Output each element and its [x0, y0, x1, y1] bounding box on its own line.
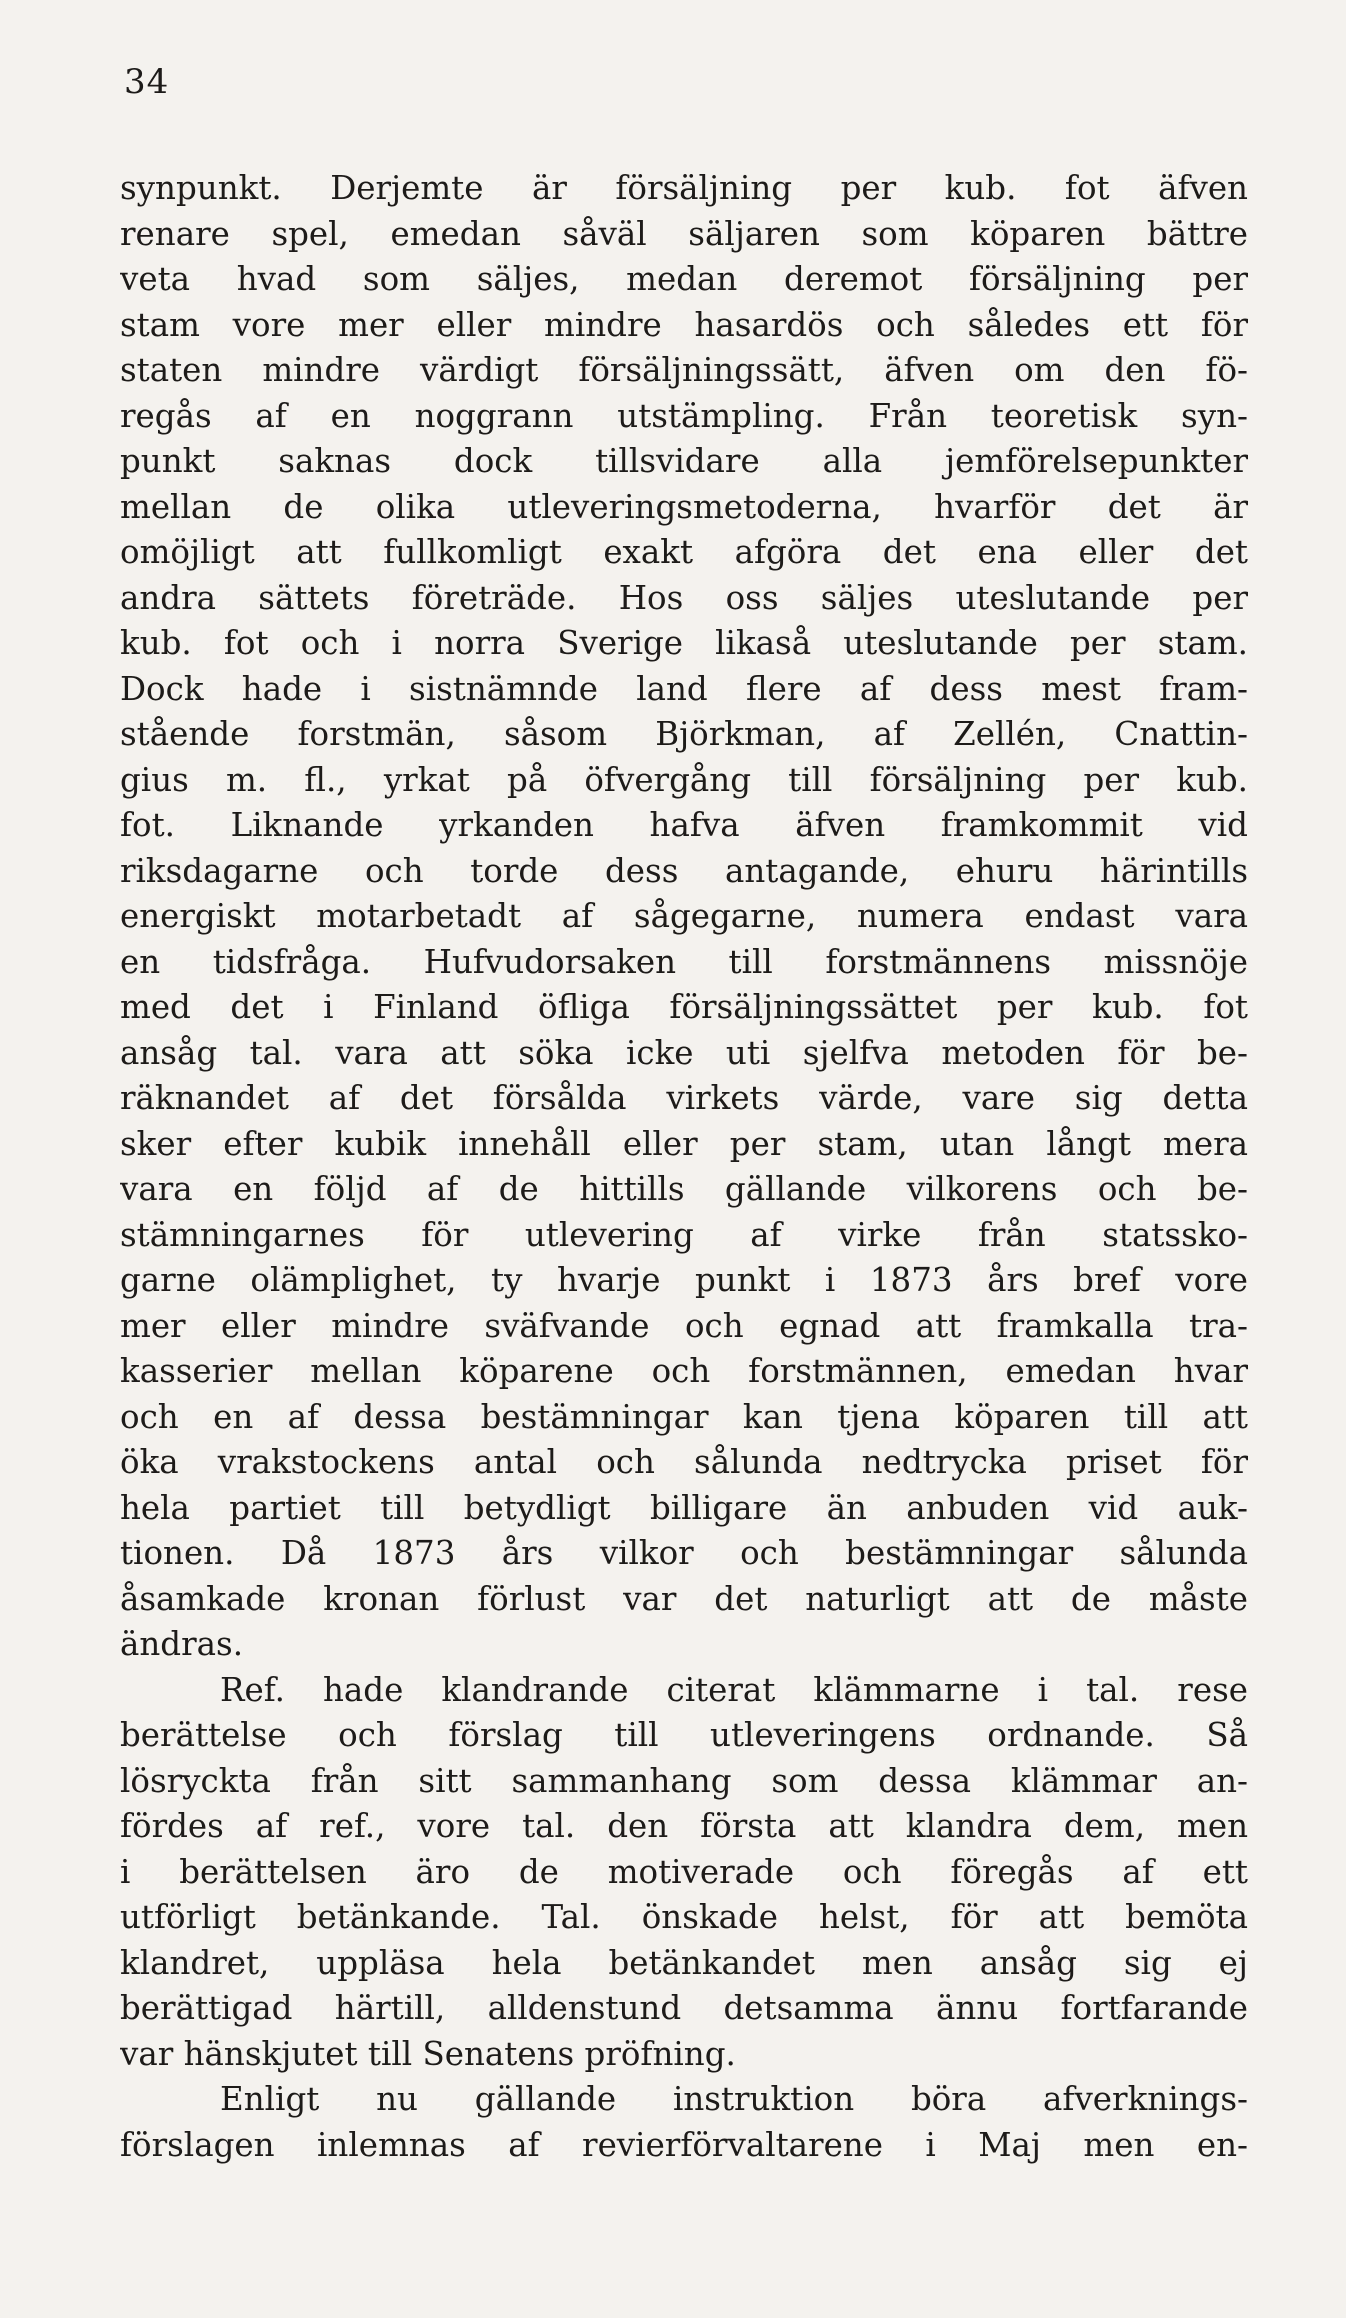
text-line: staten mindre värdigt försäljningssätt, äfven om den fö- [120, 351, 1248, 389]
text-line: med det i Finland öfliga försäljningssättet per kub. fot [120, 988, 1248, 1026]
text-line: berättelse och förslag till utleveringens ordnande. Så [120, 1716, 1248, 1754]
text-line: Enligt nu gällande instruktion böra afverknings- [220, 2080, 1248, 2118]
text-line: punkt saknas dock tillsvidare alla jemförelsepunkter [120, 442, 1248, 480]
text-line: fot. Liknande yrkanden hafva äfven framkommit vid [120, 806, 1248, 844]
text-line: stam vore mer eller mindre hasardös och således ett för [120, 305, 1248, 344]
text-line: stämningarnes för utlevering af virke från statssko- [120, 1215, 1248, 1254]
text-line: energiskt motarbetadt af sågegarne, numera endast vara [120, 897, 1248, 935]
text-line: en tidsfråga. Hufvudorsaken till forstmännens missnöje [120, 942, 1248, 981]
text-line: lösryckta från sitt sammanhang som dessa klämmar an- [120, 1761, 1248, 1800]
text-line: utförligt betänkande. Tal. önskade helst, för att bemöta [120, 1898, 1248, 1936]
text-line: mer eller mindre sväfvande och egnad att framkalla tra- [120, 1306, 1248, 1345]
text-line: kasserier mellan köparene och forstmännen, emedan hvar [120, 1352, 1248, 1390]
text-line: tionen. Då 1873 års vilkor och bestämningar sålunda [120, 1534, 1248, 1572]
text-line: ändras. [120, 1625, 244, 1663]
text-line: gius m. fl., yrkat på öfvergång till försäljning per kub. [120, 760, 1248, 799]
text-line: berättigad härtill, alldenstund detsamma ännu fortfarande [120, 1989, 1248, 2027]
text-line: mellan de olika utleveringsmetoderna, hvarför det är [120, 487, 1248, 526]
text-line: riksdagarne och torde dess antagande, ehuru härintills [120, 851, 1248, 890]
text-line: förslagen inlemnas af revierförvaltarene i Maj men en- [120, 2125, 1248, 2164]
text-line: sker efter kubik innehåll eller per stam, utan långt mera [120, 1124, 1248, 1163]
text-line: åsamkade kronan förlust var det naturligt att de måste [120, 1579, 1248, 1618]
text-line: andra sättets företräde. Hos oss säljes uteslutande per [120, 578, 1248, 617]
page-number: 34 [124, 62, 170, 102]
text-line: räknandet af det försålda virkets värde, vare sig detta [120, 1079, 1248, 1117]
text-line: regås af en noggrann utstämpling. Från teoretisk syn- [120, 396, 1248, 435]
text-line: stående forstmän, såsom Björkman, af Zellén, Cnattin- [120, 715, 1248, 753]
text-line: veta hvad som säljes, medan deremot försäljning per [120, 260, 1248, 298]
text-line: klandret, uppläsa hela betänkandet men ansåg sig ej [120, 1943, 1248, 1982]
text-line: vara en följd af de hittills gällande vilkorens och be- [120, 1170, 1248, 1208]
text-line: renare spel, emedan såväl säljaren som köparen bättre [120, 214, 1248, 253]
text-line: var hänskjutet till Senatens pröfning. [120, 2034, 736, 2073]
text-line: hela partiet till betydligt billigare än anbuden vid auk- [120, 1488, 1248, 1527]
body-text [120, 166, 1248, 2168]
text-line: omöjligt att fullkomligt exakt afgöra det ena eller det [120, 533, 1248, 571]
text-line: kub. fot och i norra Sverige likaså uteslutande per stam. [120, 624, 1248, 662]
text-line: synpunkt. Derjemte är försäljning per kub. fot äfven [120, 169, 1248, 207]
text-line: öka vrakstockens antal och sålunda nedtrycka priset för [120, 1443, 1248, 1481]
text-line: ansåg tal. vara att söka icke uti sjelfva metoden för be- [120, 1033, 1248, 1072]
text-line: och en af dessa bestämningar kan tjena köparen till att [120, 1397, 1248, 1436]
text-line: Dock hade i sistnämnde land flere af dess mest fram- [120, 669, 1248, 708]
text-line: Ref. hade klandrande citerat klämmarne i tal. rese [220, 1670, 1248, 1709]
text-line: i berättelsen äro de motiverade och föregås af ett [120, 1852, 1248, 1891]
text-line: garne olämplighet, ty hvarje punkt i 1873 års bref vore [120, 1261, 1248, 1299]
text-line: fördes af ref., vore tal. den första att klandra dem, men [120, 1807, 1248, 1845]
